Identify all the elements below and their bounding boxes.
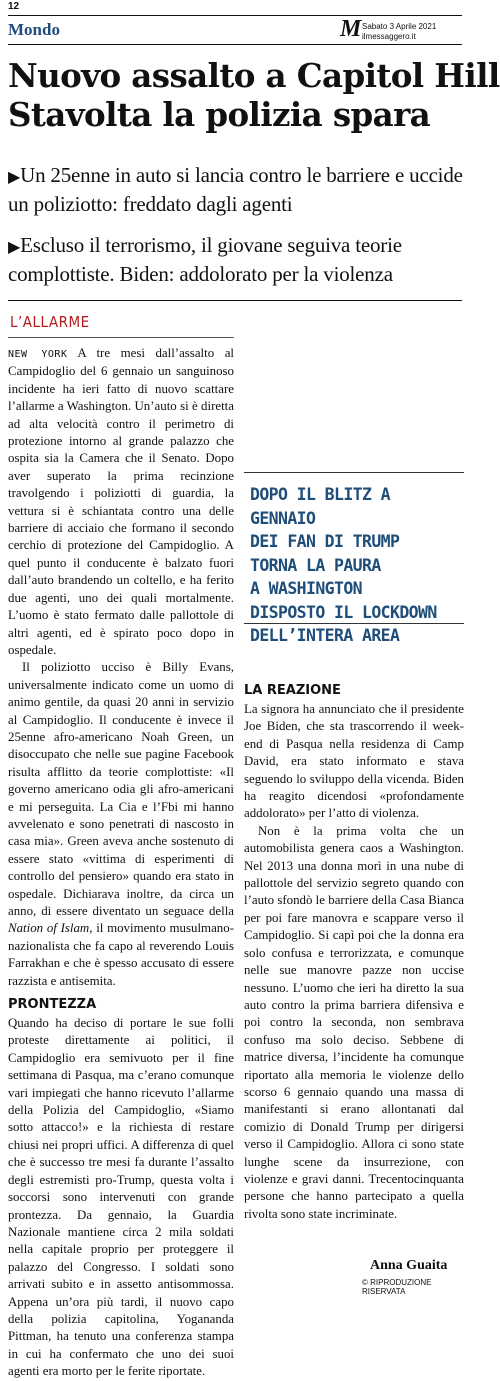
paragraph-3: Quando ha deciso di portare le sue folli proteste direttamente ai politici, il Campidoglio era semivuoto per il fine settimana di Pasqua, ma c’erano comunque vari impiegati che hanno ricevuto l’allarme della Polizia del Campidoglio, «Siamo sotto attacco!» e la richiesta di restare chiusi nei propri uffici. A differenza di quel che è successo tre mesi fa durante l’assalto degli estremisti pro-Trump, questa volta i soccorsi sono intervenuti con grande prontezza. Da gennaio, la Guardia Nazionale mantiene circa 2 mila soldati nella capitale proprio per proteggere il palazzo del Congresso. I soldati sono arrivati subito e in assetto antisommossa. Appena un’ora più tardi, il nuovo capo della polizia capitolina, Yogananda Pittman, ha tenuto una conferenza stampa in cui ha confermato che uno dei suoi agenti era morto per le ferite riportate. — [8, 1016, 234, 1379]
issue-date: Sabato 3 Aprile 2021 — [362, 22, 437, 31]
deck-2 — [8, 232, 464, 287]
paragraph-5: Non è la prima volta che un automobilista genera caos a Washington. Nel 2013 una donna morì in una nube di pallottole del servizio segreto quando con l’auto sfondò le barriere della Casa Bianca per poi fare manovra e scappare verso il Campidoglio. Si capì poi che la donna era solo confusa e terrorizzata, e comunque nelle sue manovre pazze non uccise nessuno. L’uomo che ieri ha diretto la sua auto contro la prima barriera difensiva e poi contro la seconda, non sembrava confuso ma solo deciso. Sebbene di matrice diversa, l’incidente ha comunque riportato alla memoria le violenze dello scorso 6 gennaio quando una massa di manifestanti si erano allontanati dal comizio di Donald Trump per dirigersi verso il Campidoglio. Allora ci sono state lunghe scene da insurrezione, con violenze e gravi danni. Trecentocinquanta persone che hanno partecipato a quella rivolta sono state incriminate. — [244, 823, 464, 1221]
triangle-bullet-icon: ▶ — [8, 169, 21, 186]
newspaper-logo: M — [340, 16, 362, 42]
site-name: ilmessaggero.it — [362, 32, 416, 41]
deck-1-text: Un 25enne in auto si lancia contro le barriere e uccide un poliziotto: freddato dagli agenti — [8, 163, 463, 216]
pull-quote — [244, 472, 464, 645]
deck-1 — [8, 162, 464, 217]
issue-dateline — [362, 22, 436, 42]
subheading-reazione: LA REAZIONE — [244, 683, 341, 698]
author-byline: Anna Guaita — [370, 1258, 448, 1273]
page-number: 12 — [8, 1, 20, 12]
section-rule — [8, 44, 462, 45]
top-rule — [8, 15, 462, 16]
paragraph-2 — [8, 659, 234, 990]
section-name: Mondo — [8, 20, 60, 39]
paragraph-3-start — [8, 1015, 234, 1381]
paragraph-2-a: Il poliziotto ucciso è Billy Evans, universalmente indicato come un uomo di animo gentile, da quasi 20 anni in servizio al Campidoglio. Il conducente è invece il 25enne afro-americano Noah Green, un disoccupato che nelle sue pagine Facebook risulta afflitto da teorie complottiste: «Il governo americano odia gli afro-americani e mi perseguita. La Cia e l’Fbi mi hanno avvelenato e sono penetrati di nascosto in casa mia». Green aveva anche sostenuto di essere stato «vittima di esperimenti di controllo del pensiero» quando era stato in ospedale. Dichiarava inoltre, da circa un anno, di essere diventato un seguace della — [8, 660, 234, 918]
rights-notice: © RIPRODUZIONE RISERVATA — [362, 1278, 432, 1296]
lead-paragraph — [8, 345, 234, 659]
paragraph-2-b: , il movimento musulmano-nazionalista che fa capo al reverendo Louis Farrakhan e che è spesso accusato di essere razzista e antisemita. — [8, 921, 234, 988]
pull-quote-text: DOPO IL BLITZ A GENNAIO DEI FAN DI TRUMP TORNA LA PAURA A WASHINGTON DISPOSTO IL LOCKDOWN DELL’INTERA AREA — [250, 485, 437, 645]
top-bar — [0, 0, 470, 14]
paragraph-1: A tre mesi dall’assalto al Campidoglio del 6 gennaio un sanguinoso incidente ha ieri fatto di nuovo scattare l’allarme a Washington. Un’auto si è diretta ad alta velocità contro il perimetro di protezione intorno al grande palazzo che ospita sia la Camera che il Senato. Dopo aver superato la prima recinzione travolgendo i poliziotti di guardia, la vettura si è schiantata contro una delle barriere di acciaio che formano il secondo cerchio di protezione del Campidoglio. A quel punto il conducente è balzato fuori dall’auto brandendo un coltello, e ha ferito due agenti, uno dei quali mortalmente. L’uomo è stato fermato dalle pallottole di altri agenti, ed è spirato poco dopo in ospedale. — [8, 346, 234, 657]
headline-line-1: Nuovo assalto a Capitol Hill — [8, 56, 500, 95]
column-1 — [8, 345, 234, 1379]
column-2-bottom — [244, 630, 464, 1255]
dateline-city: NEW YORK — [8, 349, 68, 360]
subheading-prontezza: PRONTEZZA — [8, 997, 97, 1013]
paragraph-2-em: Nation of Islam — [8, 921, 90, 936]
kicker-rule — [8, 337, 234, 338]
headline — [8, 56, 500, 134]
headline-line-2: Stavolta la polizia spara — [8, 95, 431, 134]
kicker-label: L’ALLARME — [10, 313, 90, 331]
column-2-top — [244, 296, 464, 470]
deck-2-text: Escluso il terrorismo, il giovane seguiva teorie complottiste. Biden: addolorato per la violenza — [8, 233, 402, 286]
paragraph-4: La signora ha annunciato che il presidente Joe Biden, che sta trascorrendo il week-end di Pasqua nella residenza di Camp David, era stato informato e stava seguendo lo sviluppo della vicenda. Biden ha reagito dicendosi «profondamente addolorato» per l’atto di violenza. — [244, 702, 464, 821]
triangle-bullet-icon: ▶ — [8, 239, 21, 256]
